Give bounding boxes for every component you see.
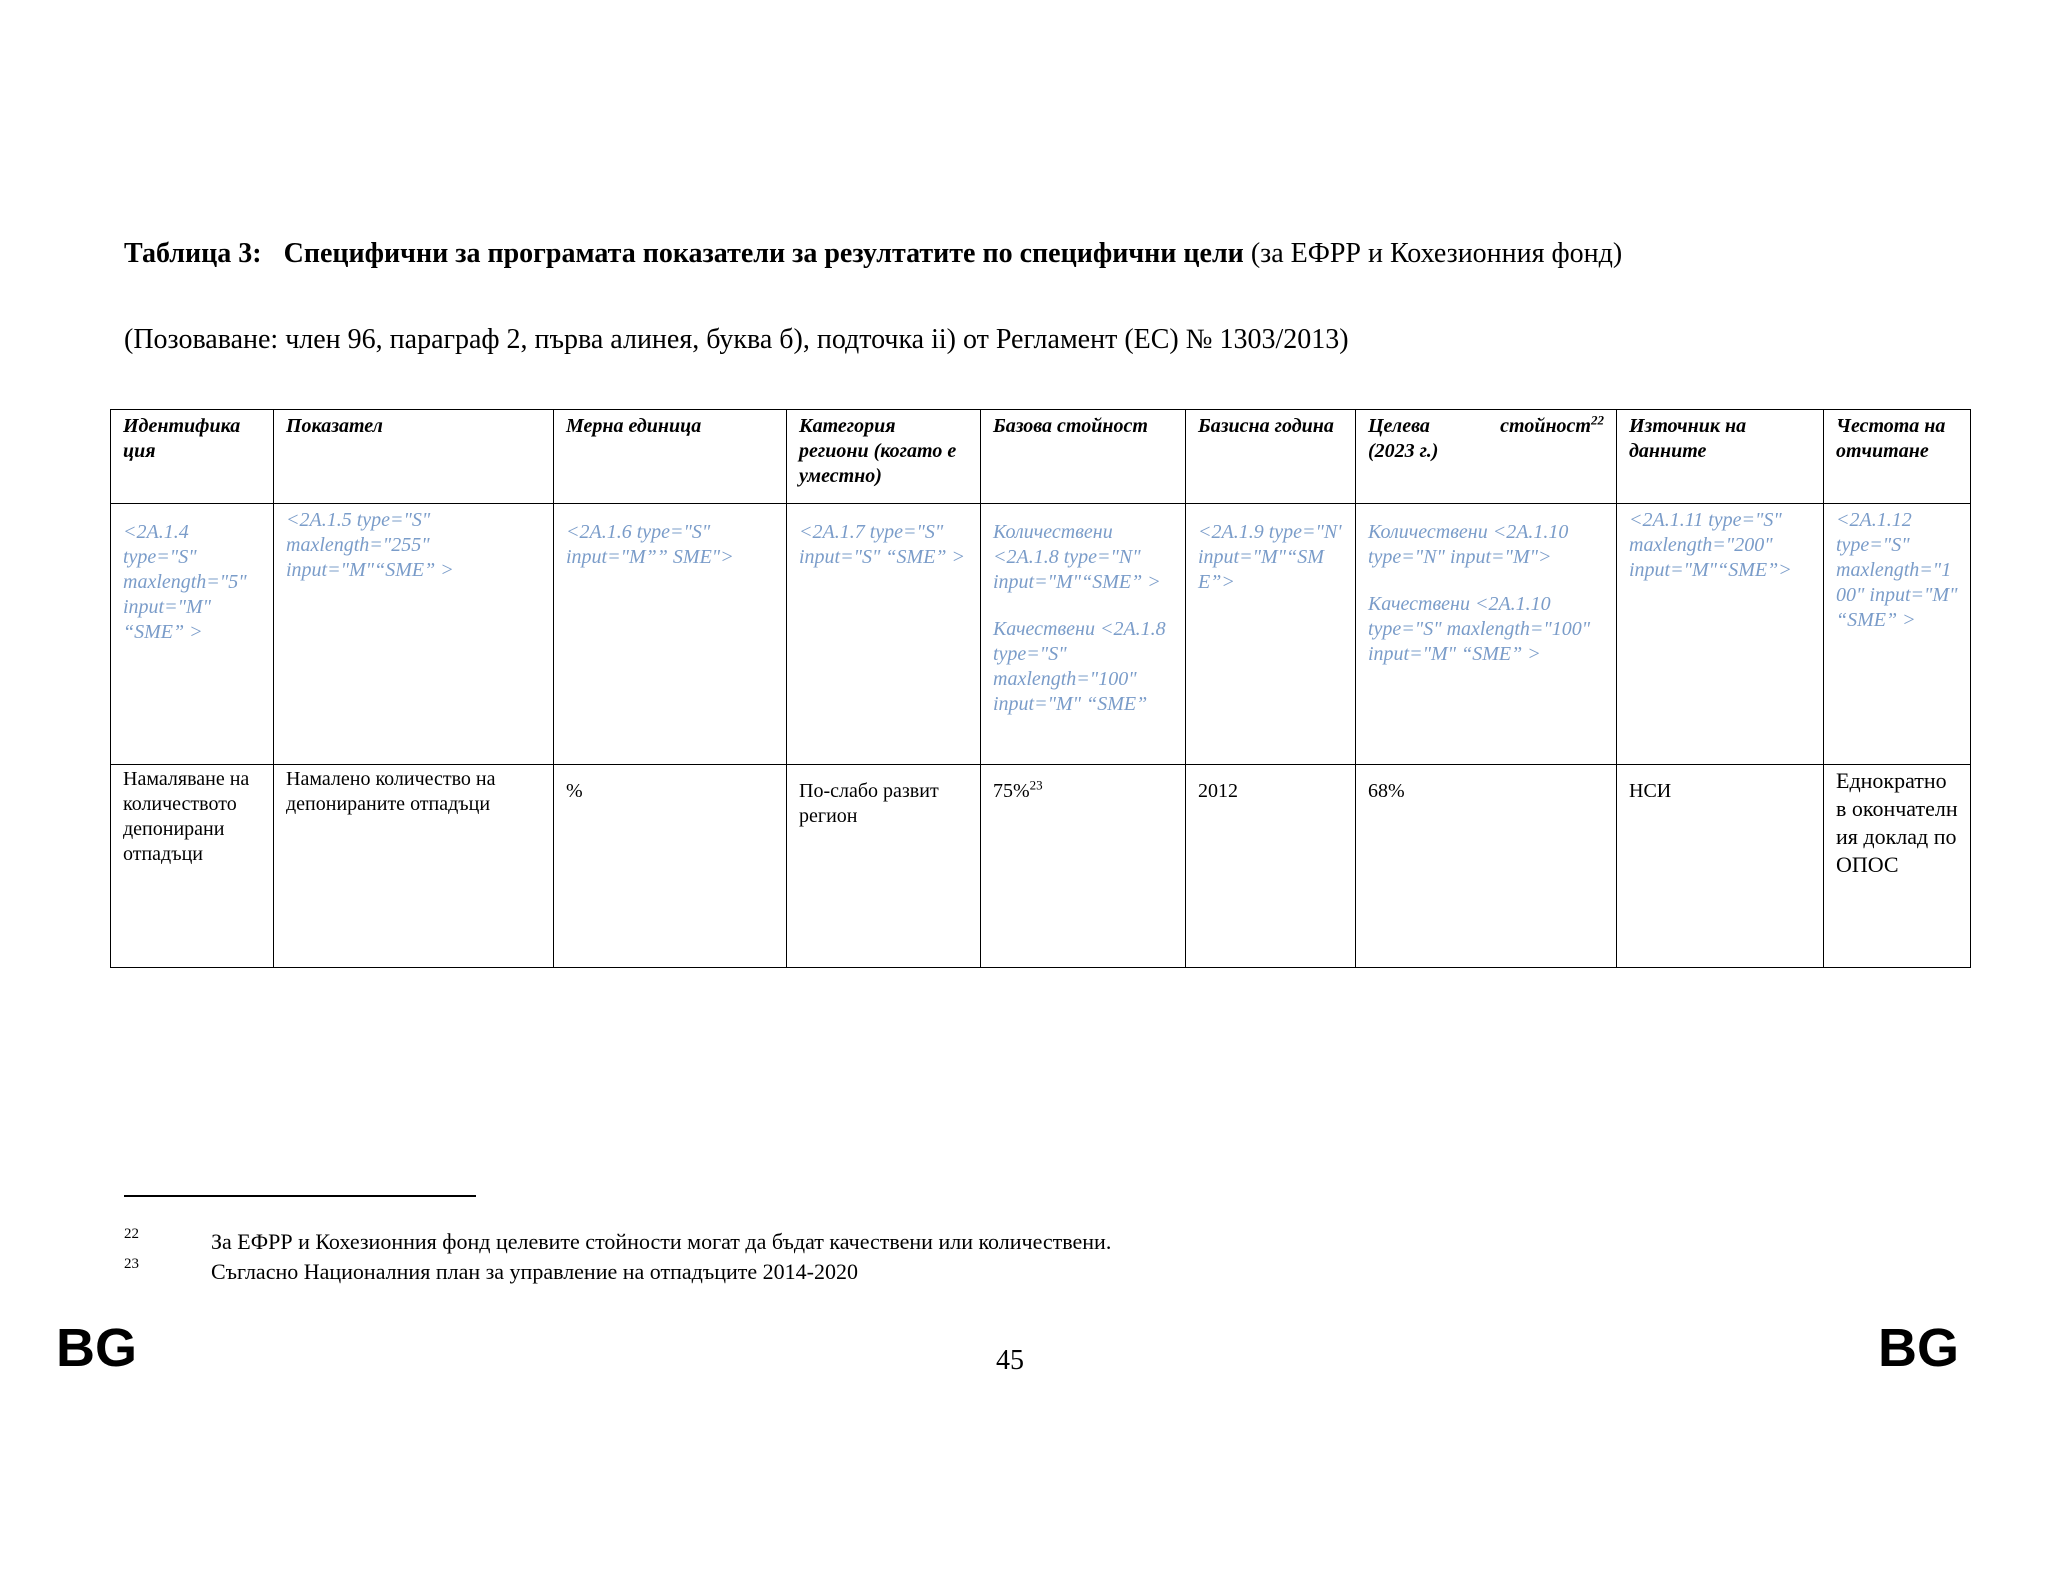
header-frequency: Честота на отчитане bbox=[1824, 410, 1971, 504]
footnote-number: 23 bbox=[124, 1256, 139, 1272]
cell-baseline bbox=[981, 765, 1186, 968]
meta-baseline-quant: Количествени <2A.1.8 type="N" input="M"“SME” > bbox=[993, 521, 1161, 593]
header-target-b-wrap bbox=[1500, 414, 1604, 439]
table-row bbox=[111, 504, 1971, 765]
cell-base-year: 2012 bbox=[1186, 765, 1356, 968]
footnote-number: 22 bbox=[124, 1226, 139, 1242]
header-source: Източник на данните bbox=[1617, 410, 1824, 504]
meta-target-quant: Количествени <2A.1.10 type="N" input="M"> bbox=[1368, 521, 1569, 568]
meta-unit: <2A.1.6 type="S" input="M”” SME"> bbox=[554, 504, 787, 765]
table-caption bbox=[124, 236, 1924, 272]
cell-frequency: Еднократно в окончателн ия доклад по ОПОС bbox=[1824, 765, 1971, 968]
header-target-b: стойност bbox=[1500, 415, 1591, 437]
meta-baseline bbox=[981, 504, 1186, 765]
header-row bbox=[111, 410, 1971, 504]
meta-baseline-qual: Качествени <2A.1.8 type="S" maxlength="100" input="M" “SME” bbox=[993, 618, 1166, 715]
header-target-c: (2023 г.) bbox=[1368, 440, 1439, 462]
language-code-left: BG bbox=[56, 1318, 137, 1378]
header-target-line bbox=[1368, 414, 1604, 439]
header-target bbox=[1356, 410, 1617, 504]
footnote-text: Съгласно Националния план за управление на отпадъците 2014-2020 bbox=[211, 1259, 858, 1284]
table-caption-scope: (за ЕФРР и Кохезионния фонд) bbox=[1243, 238, 1623, 269]
meta-indicator: <2A.1.5 type="S" maxlength="255" input="M"“SME” > bbox=[274, 504, 554, 765]
indicators-table bbox=[110, 409, 1971, 968]
header-indicator: Показател bbox=[274, 410, 554, 504]
cell-indicator: Намалено количество на депонираните отпадъци bbox=[274, 765, 554, 968]
header-id: Идентифика ция bbox=[111, 410, 274, 504]
meta-target-qual: Качествени <2A.1.10 type="S" maxlength="100" input="M" “SME” > bbox=[1368, 593, 1591, 665]
cell-unit: % bbox=[554, 765, 787, 968]
footnote-ref-22: 22 bbox=[1591, 412, 1604, 428]
footnote-text: За ЕФРР и Кохезионния фонд целевите стойности могат да бъдат качествени или количествени. bbox=[211, 1229, 1112, 1254]
meta-frequency: <2A.1.12 type="S" maxlength="1 00" input="M" “SME” > bbox=[1824, 504, 1971, 765]
cell-category: По-слабо развит регион bbox=[787, 765, 981, 968]
footnote-separator bbox=[124, 1195, 476, 1197]
cell-baseline-value: 75% bbox=[993, 780, 1030, 802]
meta-source: <2A.1.11 type="S" maxlength="200" input="M"“SME”> bbox=[1617, 504, 1824, 765]
meta-baseline-gap bbox=[993, 595, 1173, 617]
regulation-reference: (Позоваване: член 96, параграф 2, първа алинея, буква б), подточка ii) от Регламент (ЕС) № 1303/2013) bbox=[124, 324, 1349, 355]
meta-category: <2A.1.7 type="S" input="S" “SME” > bbox=[787, 504, 981, 765]
table-caption-label: Таблица 3: bbox=[124, 238, 262, 269]
table-caption-title: Специфични за програмата показатели за резултатите по специфични цели bbox=[283, 238, 1244, 269]
meta-target bbox=[1356, 504, 1617, 765]
footnote-ref-23: 23 bbox=[1029, 777, 1043, 793]
meta-target-gap bbox=[1368, 570, 1604, 592]
language-code-right: BG bbox=[1878, 1318, 1959, 1378]
cell-source: НСИ bbox=[1617, 765, 1824, 968]
table-row bbox=[111, 765, 1971, 968]
meta-id: <2A.1.4 type="S" maxlength="5" input="M" “SME” > bbox=[111, 504, 274, 765]
header-target-a: Целева bbox=[1368, 415, 1430, 437]
meta-base-year: <2A.1.9 type="N' input="M"“SM E”> bbox=[1186, 504, 1356, 765]
page-number: 45 bbox=[996, 1345, 1024, 1376]
header-base-year: Базисна година bbox=[1186, 410, 1356, 504]
header-unit: Мерна единица bbox=[554, 410, 787, 504]
header-baseline: Базова стойност bbox=[981, 410, 1186, 504]
header-category: Категория региони (когато е уместно) bbox=[787, 410, 981, 504]
cell-id: Намаляване на количеството депонирани отпадъци bbox=[111, 765, 274, 968]
cell-target: 68% bbox=[1356, 765, 1617, 968]
